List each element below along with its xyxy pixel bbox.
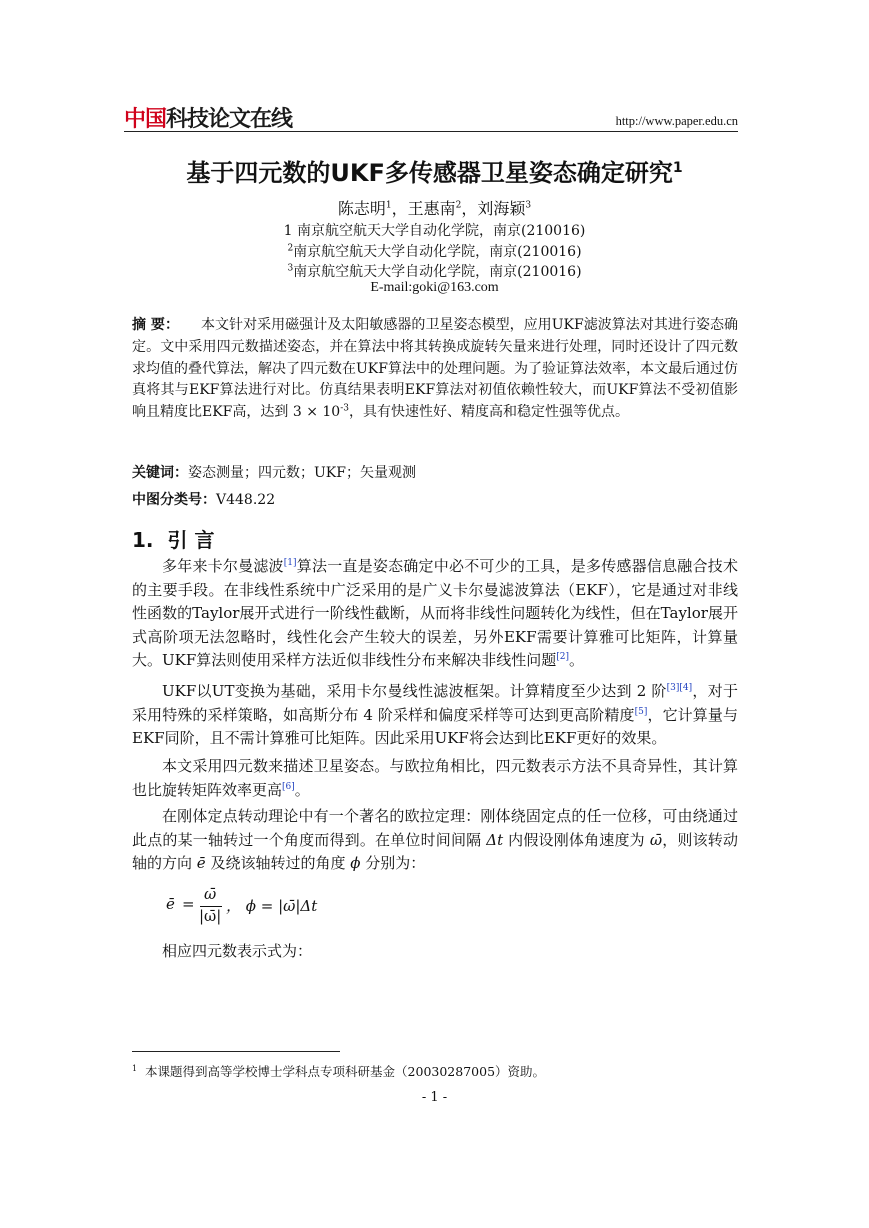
paragraph-1 (132, 555, 738, 673)
section-heading (132, 524, 214, 553)
author-name: 陈志明 (337, 199, 386, 218)
title-footnote-mark[interactable]: 1 (672, 160, 683, 176)
accuracy-exponent: -3 (340, 403, 349, 414)
equals-sign: = (182, 895, 195, 913)
author-separator: ， (461, 199, 478, 218)
title-text: 基于四元数的UKF多传感器卫星姿态确定研究 (186, 159, 673, 187)
paragraph-text: 。 (294, 780, 310, 799)
affiliation-text: 南京航空航天大学自动化学院，南京(210016) (293, 244, 582, 260)
paragraph-text: ，它计算量与EKF同阶，且不需计算雅可比矩阵。因此采用UKF将会达到比EKF更好的效果。 (132, 705, 738, 748)
author-sup: 2 (455, 200, 462, 211)
paragraph-4 (132, 805, 738, 876)
paragraph-text: 内假设刚体角速度为 (508, 830, 645, 849)
author-sup: 1 (385, 200, 392, 211)
paragraph-text: 分别为： (365, 854, 426, 873)
affiliation-number: 1 (283, 223, 297, 239)
abstract-text-a: 本文针对采用磁强计及太阳敏感器的卫星姿态模型，应用UKF滤波算法对其进行姿态确定。文中采用四元数描述姿态，并在算法中将其转换成旋转矢量来进行处理，同时还设计了四元数求均值的叠代算法，解决了四元数在UKF算法中的处理问题。为了验证算法效率，本文最后通过仿真将其与EKF算法进行对比。仿真结果表明EKF算法对初值依赖性较大，而UKF算法不受初值影响且精度比EKF高，达到 (132, 317, 738, 421)
paragraph-text: 多年来卡尔曼滤波 (162, 557, 284, 575)
page-header (124, 102, 738, 132)
author-sup: 3 (525, 200, 532, 211)
citation-link[interactable]: [1] (283, 558, 297, 568)
paragraph-5: 相应四元数表示式为： (162, 942, 313, 960)
paragraph-text: ，对于采用特殊的采样策略，如高斯分布 4 阶采样和偏度采样等可达到更高阶精度 (132, 682, 738, 724)
header-rule (124, 131, 738, 132)
footnote-text: 本课题得到高等学校博士学科点专项科研基金（20030287005）资助。 (145, 1064, 546, 1079)
abstract (132, 315, 738, 424)
accuracy-base: 3 × 10 (292, 404, 341, 421)
author-name: 刘海颖 (477, 199, 526, 218)
author-name: 王惠南 (407, 199, 456, 218)
affiliation-text: 南京航空航天大学自动化学院，南京(210016) (293, 264, 582, 280)
abstract-label: 摘 要： (132, 317, 179, 333)
e-vector-symbol: ē (196, 854, 206, 873)
footnote-mark: 1 (132, 1063, 138, 1073)
logo-red-text: 中国 (124, 107, 167, 132)
abstract-text-b: ，具有快速性好、精度高和稳定性强等优点。 (349, 404, 629, 421)
paragraph-text: 算法一直是姿态确定中必不可少的工具，是多传感器信息融合技术的主要手段。在非线性系统中广泛采用的是广义卡尔曼滤波算法（EKF），它是通过对非线性函数的Taylor展开式进行一阶线性截断，从而将非线性问题转化为线性，但在Taylor展开式高阶项无法忽略时，线性化会产生较大的误差，另外EKF需要计算雅可比矩阵，计算量大。UKF算法则使用采样方法近似非线性分布来解决非线性问题 (132, 557, 738, 670)
fraction (164, 885, 226, 931)
paragraph-text: 。 (569, 651, 585, 670)
section-number: 1. (132, 528, 154, 552)
affiliation-sup: 2 (287, 243, 294, 254)
paragraph-text: 及绕该轴转过的角度 (210, 854, 346, 873)
site-logo[interactable] (124, 102, 292, 133)
citation-link[interactable]: [5] (634, 706, 648, 717)
affiliation-3 (0, 261, 869, 281)
author-separator: ， (391, 199, 408, 218)
paragraph-2 (132, 680, 738, 751)
logo-dark-text: 科技论文在线 (166, 107, 293, 132)
paper-title (0, 153, 869, 188)
affiliation-text: 南京航空航天大学自动化学院，南京(210016) (296, 223, 586, 239)
paragraph-3 (132, 755, 738, 802)
citation-link[interactable]: [2] (556, 652, 570, 663)
affiliation-sup: 3 (287, 263, 294, 274)
equation-axis-angle (164, 885, 364, 931)
footnote (132, 1062, 545, 1080)
delta-t-symbol: Δt (486, 830, 504, 849)
affiliation-2 (0, 241, 869, 261)
clc-number (132, 490, 738, 510)
paragraph-text: ，则该转动轴的方向 (132, 830, 738, 873)
clc-label: 中图分类号： (132, 492, 216, 508)
fraction-numerator: ω̄ (204, 885, 217, 903)
page-number: - 1 - (421, 1090, 448, 1105)
keywords-label: 关键词： (132, 465, 188, 481)
omega-symbol: ω̄ (649, 830, 663, 849)
paragraph-text: UKF以UT变换为基础，采用卡尔曼线性滤波框架。计算精度至少达到 2 阶 (162, 682, 667, 700)
paragraph-text: 本文采用四元数来描述卫星姿态。与欧拉角相比，四元数表示方法不具奇异性，其计算也比旋转矩阵效率更高 (132, 757, 738, 799)
keywords-text: 姿态测量；四元数；UKF；矢量观测 (188, 465, 416, 481)
keywords (132, 463, 738, 483)
equation-angle: ， ϕ = |ω̄|Δt (226, 897, 318, 915)
citation-link[interactable]: [3][4] (666, 683, 693, 693)
phi-symbol: ϕ (350, 854, 361, 873)
header-url[interactable]: http://www.paper.edu.cn (615, 114, 738, 128)
author-line (0, 196, 869, 219)
section-title: 引 言 (167, 528, 215, 552)
equation-lhs: ē (166, 895, 175, 913)
fraction-denominator: |ω̄| (199, 907, 222, 925)
affiliation-1 (0, 220, 869, 240)
citation-link[interactable]: [6] (282, 781, 295, 792)
footnote-rule (132, 1051, 340, 1052)
paragraph-text: 在刚体定点转动理论中有一个著名的欧拉定理：刚体绕固定点的任一位移，可由绕通过此点的某一轴转过一个角度而得到。在单位时间间隔 (132, 807, 738, 849)
clc-text: V448.22 (216, 492, 276, 508)
author-email[interactable]: E-mail:goki@163.com (370, 280, 499, 295)
